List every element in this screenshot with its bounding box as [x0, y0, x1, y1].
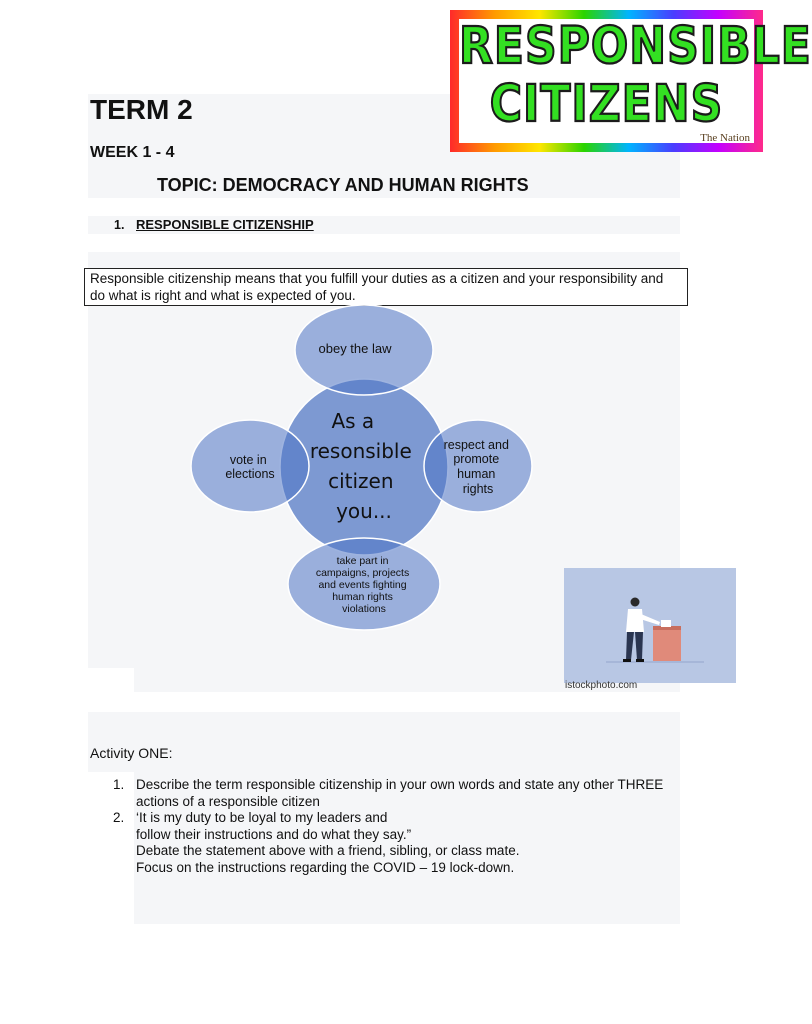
activity-shade [88, 712, 680, 772]
item-line: Focus on the instructions regarding the COVID – 19 lock-down. [136, 859, 515, 875]
activity-list [113, 777, 663, 876]
activity-title: Activity ONE: [90, 745, 173, 761]
center-line: you... [336, 499, 392, 523]
citizen-actions-diagram [160, 300, 540, 640]
activity-item [113, 810, 663, 876]
left-line: elections [225, 467, 275, 481]
activity-item [113, 777, 663, 810]
bottom-line: human rights [332, 591, 393, 603]
item-line: Describe the term responsible citizenship in your own words and state any other THREE [136, 777, 664, 792]
bottom-line: and events fighting [318, 579, 407, 591]
item-number: 2. [113, 810, 125, 825]
voting-illustration [564, 568, 736, 683]
right-line: respect and [443, 438, 509, 452]
right-ellipse [424, 420, 532, 512]
bottom-line: take part in [336, 555, 389, 567]
right-line: rights [462, 482, 494, 496]
center-line: citizen [328, 469, 394, 493]
top-line: obey the law [318, 341, 392, 356]
definition-box: Responsible citizenship means that you fulfill your duties as a citizen and your responsibility and do what is right and what is expected of you. [84, 268, 688, 306]
section-number: 1. [114, 218, 125, 232]
item-line: Debate the statement above with a friend, sibling, or class mate. [136, 843, 520, 858]
center-line: As a [331, 409, 375, 433]
item-line: actions of a responsible citizen [136, 793, 320, 809]
center-line: resonsible [309, 439, 412, 463]
banner-title-line2: CITIZENS [489, 75, 724, 134]
banner-credit: The Nation [700, 132, 750, 144]
item-line: ‘It is my duty to be loyal to my leaders and [136, 810, 388, 825]
banner-title-line1: RESPONSIBLE [459, 17, 812, 76]
voter-ballot-icon [564, 568, 736, 683]
left-line: vote in [229, 453, 267, 467]
top-text [319, 341, 393, 356]
item-line: follow their instructions and do what they say.” [136, 826, 412, 842]
bottom-line: violations [342, 603, 386, 615]
item-number: 1. [113, 777, 125, 792]
section-title: RESPONSIBLE CITIZENSHIP [136, 217, 314, 232]
term-heading: TERM 2 [90, 94, 193, 125]
bottom-line: campaigns, projects [315, 567, 410, 579]
left-text [225, 453, 274, 481]
topic-heading: TOPIC: DEMOCRACY AND HUMAN RIGHTS [157, 175, 529, 195]
responsible-citizens-banner [450, 10, 812, 152]
right-line: promote [453, 452, 500, 466]
photo-credit: istockphoto.com [565, 680, 638, 691]
week-heading: WEEK 1 - 4 [90, 144, 175, 161]
banner-panel [459, 17, 812, 144]
right-line: human [457, 467, 496, 481]
